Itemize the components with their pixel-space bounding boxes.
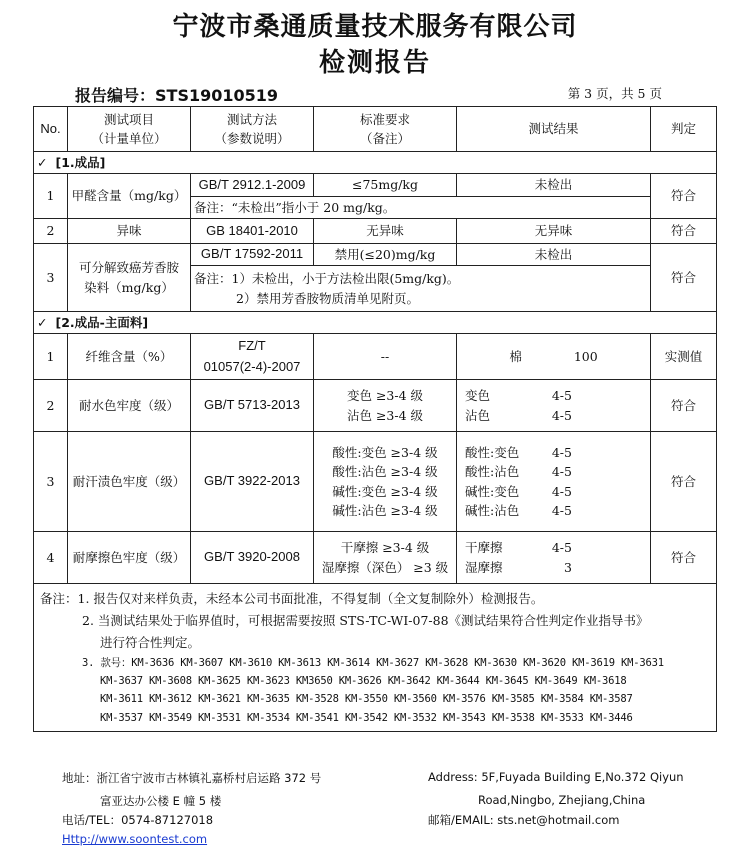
row-no: 2 bbox=[34, 380, 68, 432]
header-verdict: 判定 bbox=[651, 107, 717, 152]
notes-cell bbox=[34, 584, 717, 732]
header-standard: 标准要求 （备注） bbox=[314, 107, 457, 152]
row-item: 耐汗渍色牢度（级） bbox=[68, 432, 191, 532]
row-verdict: 符合 bbox=[651, 532, 717, 584]
row-no: 2 bbox=[34, 219, 68, 244]
row-verdict: 符合 bbox=[651, 174, 717, 219]
row-standard: -- bbox=[314, 334, 457, 380]
table-row bbox=[34, 174, 717, 197]
table-row bbox=[34, 380, 717, 432]
header-method: 测试方法 （参数说明） bbox=[191, 107, 314, 152]
row-verdict: 符合 bbox=[651, 432, 717, 532]
row-standard: 酸性:变色 ≥3-4 级 酸性:沾色 ≥3-4 级 碱性:变色 ≥3-4 级 碱性:沾色 ≥3-4 级 bbox=[314, 432, 457, 532]
notes-row bbox=[34, 584, 717, 732]
check-icon: ✓ bbox=[37, 314, 48, 330]
table-header-row bbox=[34, 107, 717, 152]
row-verdict: 符合 bbox=[651, 219, 717, 244]
table-row bbox=[34, 219, 717, 244]
header-item: 测试项目 （计量单位） bbox=[68, 107, 191, 152]
row-result: 酸性:变色 4-5 酸性:沾色 4-5 碱性:变色 4-5 碱性:沾色 4-5 bbox=[457, 432, 651, 532]
note-3-style-numbers: KM-3611 KM-3612 KM-3621 KM-3635 KM-3528 KM-3550 KM-3560 KM-3576 KM-3585 KM-3584 KM-3587 bbox=[100, 693, 633, 706]
row-method: GB/T 3922-2013 bbox=[191, 432, 314, 532]
note-1: 备注：1. 报告仅对来样负责，未经本公司书面批准，不得复制（全文复制除外）检测报告。 bbox=[40, 591, 544, 606]
section-main-fabric: ✓ [2.成品-主面料] bbox=[34, 312, 717, 334]
row-item: 纤维含量（%） bbox=[68, 334, 191, 380]
row-standard: 变色 ≥3-4 级 沾色 ≥3-4 级 bbox=[314, 380, 457, 432]
row-note: 备注：1）未检出，小于方法检出限(5mg/kg)。 2）禁用芳香胺物质清单见附页。 bbox=[191, 266, 651, 312]
company-name: 宁波市桑通质量技术服务有限公司 bbox=[172, 12, 578, 42]
report-number-label: 报告编号： bbox=[75, 86, 156, 105]
footer-email: 邮箱/EMAIL: sts.net@hotmail.com bbox=[428, 813, 620, 827]
row-note: 备注：“未检出”指小于 20 mg/kg。 bbox=[191, 197, 651, 219]
row-verdict: 符合 bbox=[651, 380, 717, 432]
row-result: 棉 100 bbox=[457, 334, 651, 380]
section-finished-product: ✓ [1.成品] bbox=[34, 152, 717, 174]
note-3-style-numbers: KM-3537 KM-3549 KM-3531 KM-3534 KM-3541 KM-3542 KM-3532 KM-3543 KM-3538 KM-3533 KM-3446 bbox=[100, 711, 633, 724]
header-result: 测试结果 bbox=[457, 107, 651, 152]
row-verdict: 实测值 bbox=[651, 334, 717, 380]
row-method: GB/T 3920-2008 bbox=[191, 532, 314, 584]
footer-address-en: Address: 5F,Fuyada Building E,No.372 Qiyun bbox=[428, 770, 684, 784]
page-indicator: 第 3 页，共 5 页 bbox=[567, 86, 662, 101]
row-no: 4 bbox=[34, 532, 68, 584]
note-3-style-numbers: KM-3637 KM-3608 KM-3625 KM-3623 KM3650 KM-3626 KM-3642 KM-3644 KM-3645 KM-3649 KM-3618 bbox=[100, 675, 627, 687]
row-standard: ≤75mg/kg bbox=[314, 174, 457, 197]
report-number bbox=[75, 83, 278, 106]
table-row bbox=[34, 244, 717, 266]
row-result: 变色 4-5 沾色 4-5 bbox=[457, 380, 651, 432]
section-row bbox=[34, 152, 717, 174]
footer-tel: 电话/TEL：0574-87127018 bbox=[62, 813, 214, 827]
row-item: 异味 bbox=[68, 219, 191, 244]
row-method: FZ/T 01057(2-4)-2007 bbox=[191, 334, 314, 380]
row-no: 1 bbox=[34, 174, 68, 219]
test-results-table bbox=[33, 106, 717, 732]
document-title: 检测报告 bbox=[318, 48, 431, 78]
table-row bbox=[34, 432, 717, 532]
section-row bbox=[34, 312, 717, 334]
row-method: GB/T 2912.1-2009 bbox=[191, 174, 314, 197]
check-icon: ✓ bbox=[37, 154, 48, 170]
row-result: 无异味 bbox=[457, 219, 651, 244]
row-result: 干摩擦 4-5 湿摩擦 3 bbox=[457, 532, 651, 584]
row-item: 耐水色牢度（级） bbox=[68, 380, 191, 432]
note-3-style-numbers: 3. 款号：KM-3636 KM-3607 KM-3610 KM-3613 KM-3614 KM-3627 KM-3628 KM-3630 KM-3620 KM-3619 KM-3631 bbox=[82, 656, 664, 669]
row-standard: 禁用(≤20)mg/kg bbox=[314, 244, 457, 266]
row-no: 3 bbox=[34, 432, 68, 532]
row-result: 未检出 bbox=[457, 174, 651, 197]
row-item: 耐摩擦色牢度（级） bbox=[68, 532, 191, 584]
row-standard: 无异味 bbox=[314, 219, 457, 244]
row-method: GB/T 5713-2013 bbox=[191, 380, 314, 432]
row-result: 未检出 bbox=[457, 244, 651, 266]
footer-website-link[interactable]: Http://www.soontest.com bbox=[62, 832, 208, 846]
footer-address-en-line2: Road,Ningbo, Zhejiang,China bbox=[478, 793, 646, 807]
row-method: GB/T 17592-2011 bbox=[191, 244, 314, 266]
row-no: 1 bbox=[34, 334, 68, 380]
row-item: 甲醛含量（mg/kg） bbox=[68, 174, 191, 219]
footer-address-cn: 地址：浙江省宁波市古林镇礼嘉桥村启运路 372 号 bbox=[62, 771, 322, 785]
header-no: No. bbox=[34, 107, 68, 152]
note-2: 2. 当测试结果处于临界值时，可根据需要按照 STS-TC-WI-07-88《测试结果符合性判定作业指导书》 bbox=[82, 612, 649, 628]
footer-address-cn-line2: 富亚达办公楼 E 幢 5 楼 bbox=[100, 794, 222, 808]
table-row bbox=[34, 532, 717, 584]
row-verdict: 符合 bbox=[651, 244, 717, 312]
table-row bbox=[34, 334, 717, 380]
report-number-value: STS19010519 bbox=[155, 86, 279, 105]
note-2-cont: 进行符合性判定。 bbox=[100, 634, 201, 650]
row-item: 可分解致癌芳香胺 染料（mg/kg） bbox=[68, 244, 191, 312]
row-no: 3 bbox=[34, 244, 68, 312]
row-standard: 干摩擦 ≥3-4 级 湿摩擦（深色） ≥3 级 bbox=[314, 532, 457, 584]
row-method: GB 18401-2010 bbox=[191, 219, 314, 244]
